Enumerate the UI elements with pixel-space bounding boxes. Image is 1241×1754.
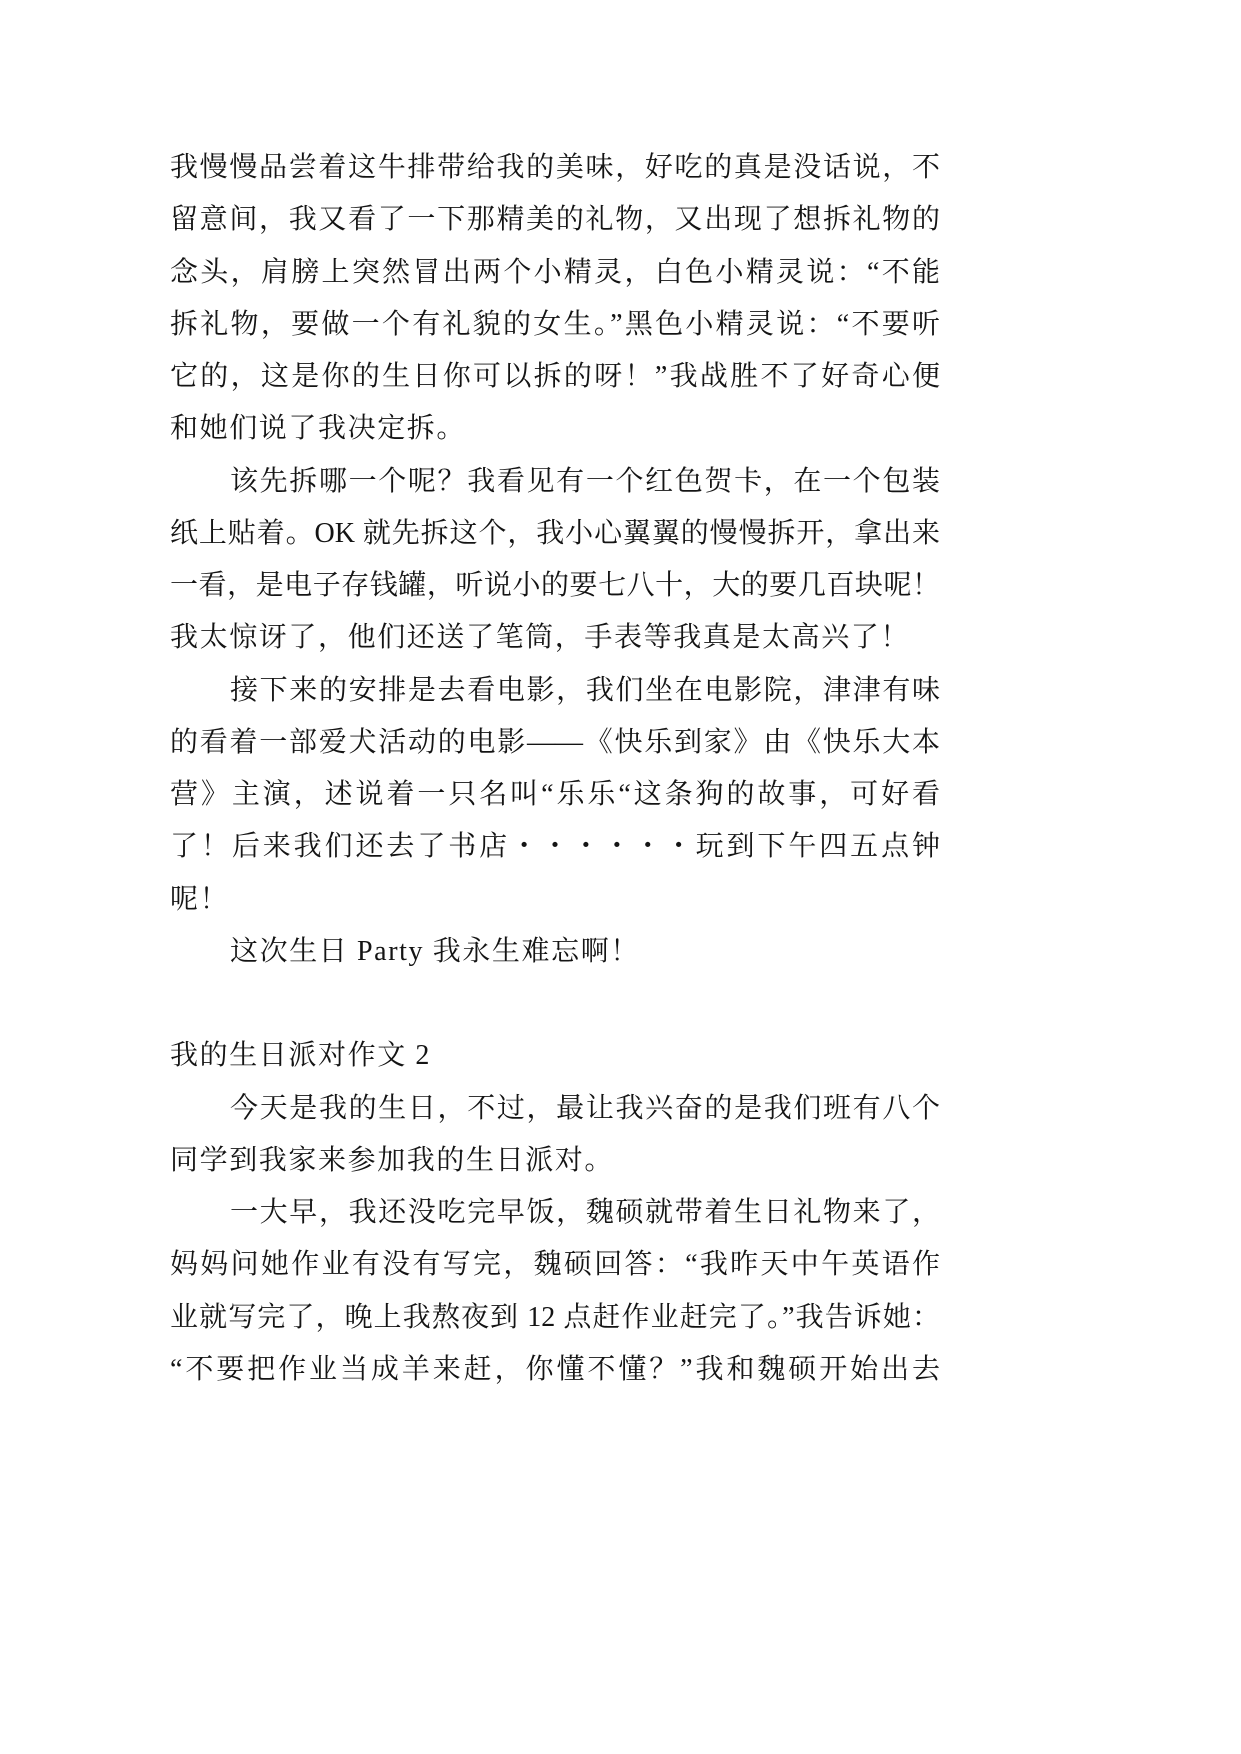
text-line: 一看，是电子存钱罐，听说小的要七八十，大的要几百块呢！: [170, 570, 940, 601]
paragraph: [170, 665, 940, 926]
text-line: 一大早，我还没吃完早饭，魏硕就带着生日礼物来了，: [230, 1197, 940, 1228]
text-line: 拆礼物，要做一个有礼貌的女生。”黑色小精灵说：“不要听: [170, 308, 940, 340]
paragraph: [170, 1187, 940, 1396]
text-line: 这次生日 Party 我永生难忘啊！: [230, 935, 640, 967]
paragraph: [170, 456, 940, 665]
text-line: 接下来的安排是去看电影，我们坐在电影院，津津有味: [230, 674, 940, 706]
text-line: 我慢慢品尝着这牛排带给我的美味，好吃的真是没话说，不: [170, 152, 940, 183]
text-line: 营》主演，述说着一只名叫“乐乐“这条狗的故事，可好看: [170, 779, 940, 810]
text-line: 我太惊讶了，他们还送了笔筒，手表等我真是太高兴了！: [170, 622, 911, 654]
text-line: 同学到我家来参加我的生日派对。: [170, 1144, 615, 1176]
paragraph: [170, 926, 940, 978]
text-line: 了！后来我们还去了书店・・・・・・玩到下午四五点钟: [170, 831, 940, 863]
text-line: 留意间，我又看了一下那精美的礼物，又出现了想拆礼物的: [170, 204, 940, 236]
document-page: [170, 142, 940, 1396]
text-line: 妈妈问她作业有没有写完，魏硕回答：“我昨天中午英语作: [170, 1249, 940, 1281]
paragraph: [170, 1083, 940, 1188]
text-line: 它的，这是你的生日你可以拆的呀！”我战胜不了好奇心便: [170, 361, 940, 392]
text-line: 该先拆哪一个呢？我看见有一个红色贺卡，在一个包装: [230, 465, 940, 497]
text-line: 业就写完了，晚上我熬夜到 12 点赶作业赶完了。”我告诉她：: [170, 1301, 940, 1333]
text-line: 和她们说了我决定拆。: [170, 413, 467, 445]
essay-title: 我的生日派对作文 2: [170, 1040, 432, 1072]
text-line: 的看着一部爱犬活动的电影——《快乐到家》由《快乐大本: [170, 726, 940, 758]
essay-part-2: [170, 1030, 940, 1396]
text-line: “不要把作业当成羊来赶，你懂不懂？”我和魏硕开始出去: [170, 1353, 940, 1385]
text-line: 今天是我的生日，不过，最让我兴奋的是我们班有八个: [230, 1092, 940, 1124]
text-line: 呢！: [170, 883, 230, 915]
essay-part-1: [170, 142, 940, 978]
paragraph: [170, 142, 940, 456]
text-line: 念头，肩膀上突然冒出两个小精灵，白色小精灵说：“不能: [170, 256, 940, 288]
text-line: 纸上贴着。OK 就先拆这个，我小心翼翼的慢慢拆开，拿出来: [170, 517, 940, 549]
